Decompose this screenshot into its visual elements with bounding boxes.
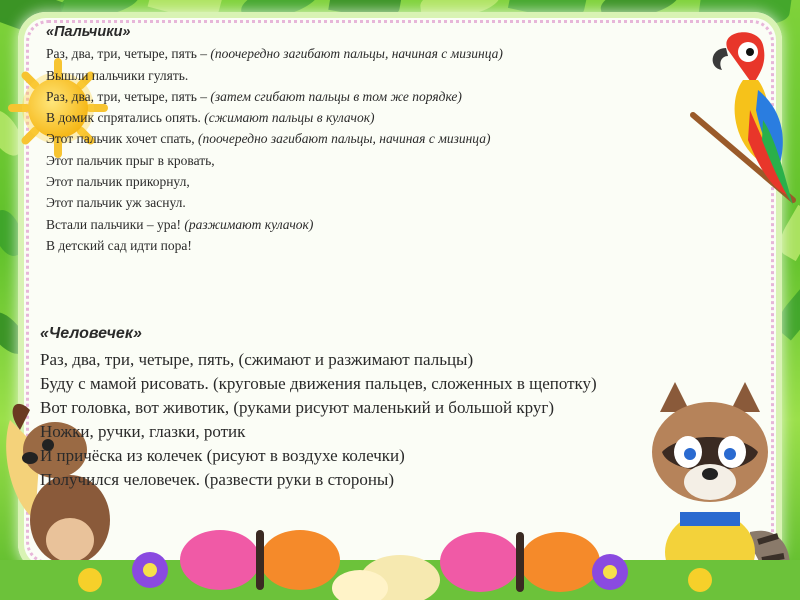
- poem-line: Буду с мамой рисовать. (круговые движения пальцев, сложенных в щепотку): [40, 374, 597, 393]
- poem-line: Этот пальчик хочет спать, (поочередно загибают пальцы, начиная с мизинца): [46, 131, 491, 147]
- poem-line: Раз, два, три, четыре, пять, (сжимают и разжимают пальцы): [40, 350, 474, 369]
- poem-line: В детский сад идти пора!: [46, 237, 192, 253]
- poem-line: Раз, два, три, четыре, пять – (поочередно загибают пальцы, начиная с мизинца): [46, 46, 503, 62]
- poem-line: Вот головка, вот животик, (руками рисуют маленький и большой круг): [40, 398, 555, 417]
- poem-line: Этот пальчик уж заснул.: [46, 195, 186, 211]
- poem-title: «Пальчики»: [46, 24, 131, 40]
- poem-line: Этот пальчик прыг в кровать,: [46, 152, 215, 168]
- poem-line: Раз, два, три, четыре, пять – (затем сгибают пальцы в том же порядке): [46, 88, 462, 104]
- butterfly-icon: [180, 530, 340, 590]
- poem-line: Этот пальчик прикорнул,: [46, 174, 190, 190]
- poem-line: Ножки, ручки, глазки, ротик: [40, 422, 246, 441]
- poem-fingers: [46, 22, 666, 256]
- poem-line: В домик спрятались опять. (сжимают пальцы в кулачок): [46, 110, 375, 126]
- parrot-icon: [688, 20, 798, 210]
- poem-line: Получился человечек. (развести руки в стороны): [40, 470, 394, 489]
- poem-little-man: [40, 322, 700, 492]
- poem-line: И причёска из колечек (рисуют в воздухе колечки): [40, 446, 405, 465]
- poem-title: «Человечек»: [40, 325, 142, 342]
- poem-line: Вышли пальчики гулять.: [46, 67, 189, 83]
- flower-border: [0, 500, 800, 600]
- poem-line: Встали пальчики – ура! (разжимают кулачок): [46, 216, 314, 232]
